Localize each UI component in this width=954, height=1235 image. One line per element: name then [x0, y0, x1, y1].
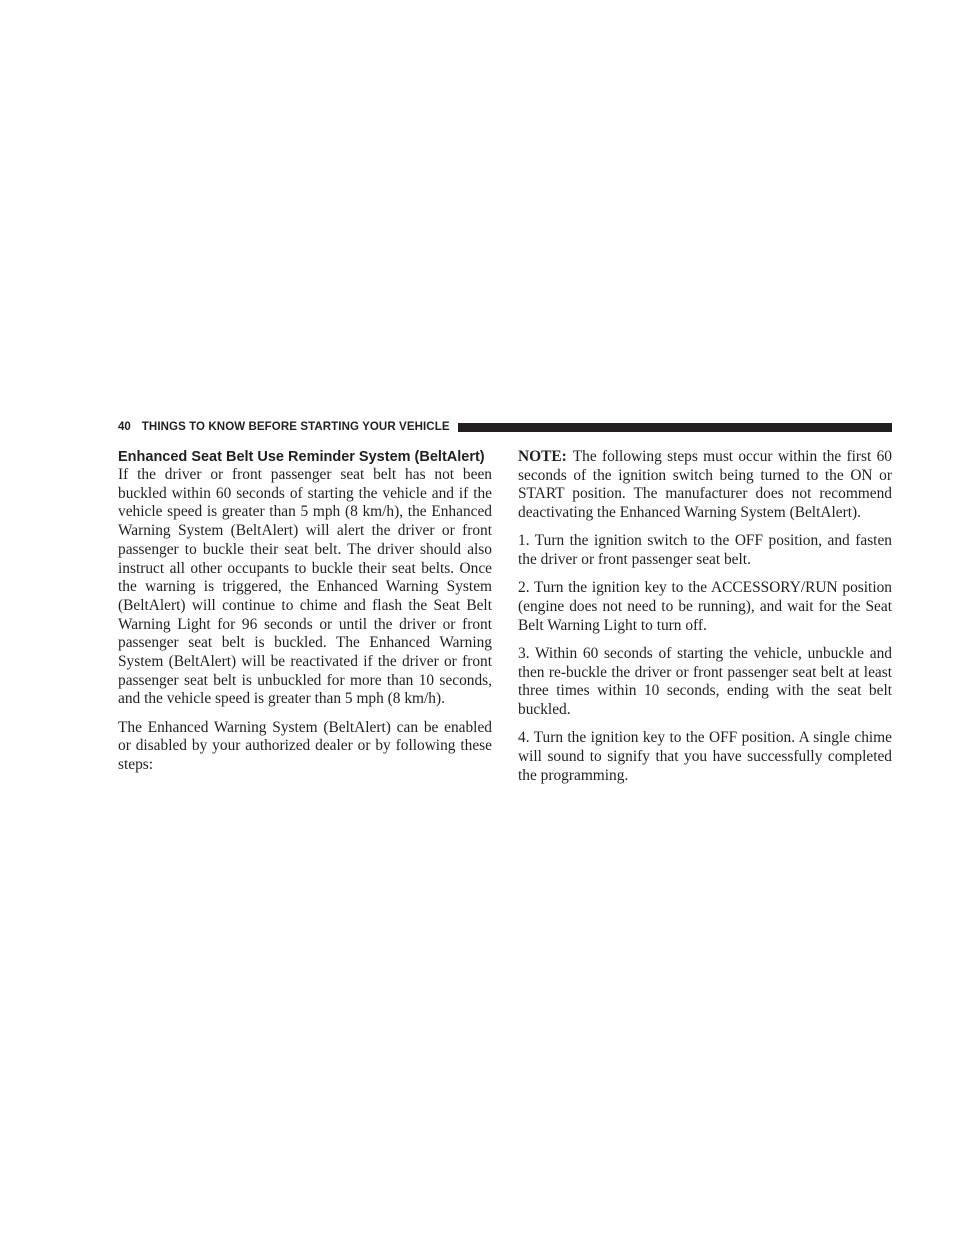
- step-item: 1. Turn the ignition switch to the OFF position, and fasten the driver or front passenger seat belt.: [518, 532, 892, 569]
- note-paragraph: [518, 448, 892, 523]
- header-rule: [458, 423, 892, 432]
- step-item: 2. Turn the ignition key to the ACCESSORY/RUN position (engine does not need to be running), and wait for the Seat Belt Warning Light to turn off.: [518, 579, 892, 634]
- section-heading: Enhanced Seat Belt Use Reminder System (BeltAlert): [118, 449, 485, 465]
- step-item: 4. Turn the ignition key to the OFF position. A single chime will sound to signify that you have successfully completed the programming.: [518, 729, 892, 784]
- section-title: THINGS TO KNOW BEFORE STARTING YOUR VEHICLE: [141, 421, 450, 433]
- body-paragraph: The Enhanced Warning System (BeltAlert) can be enabled or disabled by your authorized dealer or by following these steps:: [118, 718, 492, 774]
- page-number: 40: [118, 421, 131, 433]
- step-item: 3. Within 60 seconds of starting the vehicle, unbuckle and then re-buckle the driver or front passenger seat belt at least three times within 10 seconds, ending with the seat belt buckled.: [518, 644, 892, 718]
- right-column: [518, 448, 892, 795]
- note-text: The following steps must occur within the first 60 seconds of the ignition switch being turned to the ON or START position. The manufacturer does not recommend deactivating the Enhanced Warning System (BeltAlert).: [518, 448, 892, 522]
- body-paragraph: If the driver or front passenger seat belt has not been buckled within 60 seconds of starting the vehicle and if the vehicle speed is greater than 5 mph (8 km/h), the Enhanced Warning System (BeltAlert) will alert the driver or front passenger to buckle their seat belt. The driver should also instruct all other occupants to buckle their seat belts. Once the warning is triggered, the Enhanced Warning System (BeltAlert) will continue to chime and flash the Seat Belt Warning Light for 96 seconds or until the driver or front passenger seat belt is buckled. The Enhanced Warning System (BeltAlert) will be reactivated if the driver or front passenger seat belt is unbuckled for more than 10 seconds, and the vehicle speed is greater than 5 mph (8 km/h).: [118, 466, 492, 708]
- page-header: [118, 419, 892, 435]
- note-label: NOTE:: [518, 448, 567, 465]
- left-column: [118, 448, 492, 784]
